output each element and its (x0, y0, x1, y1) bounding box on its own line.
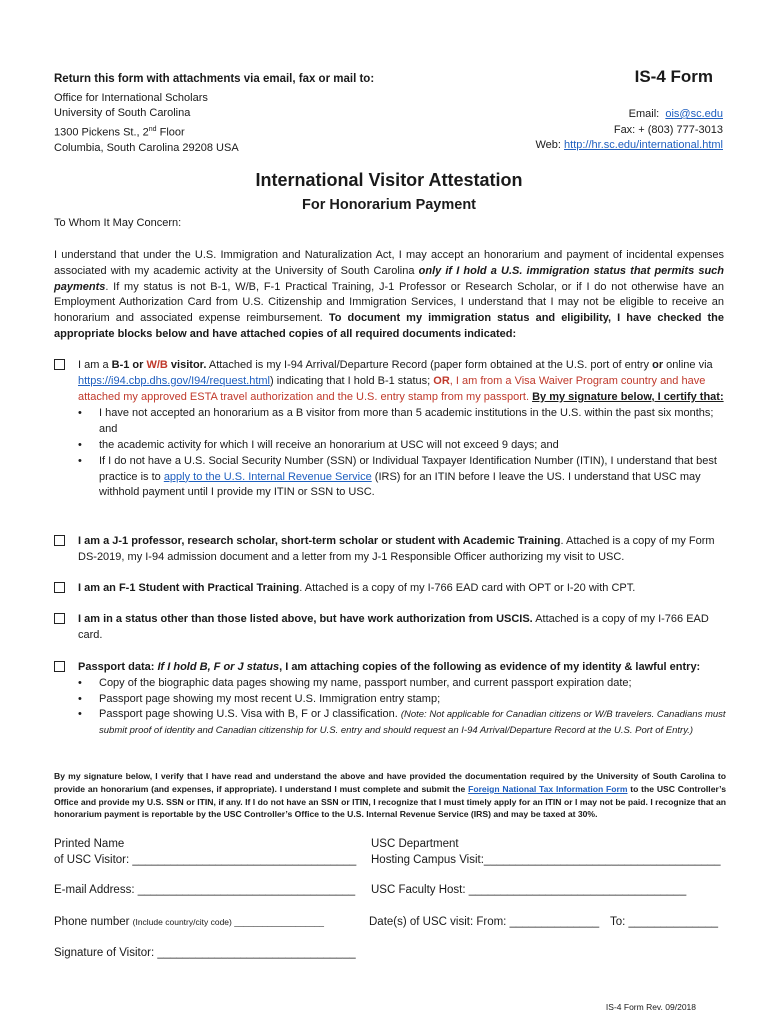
signature-field[interactable]: Signature of Visitor: _______________________________ (54, 947, 356, 959)
option-f1: I am an F-1 Student with Practical Training. Attached is a copy of my I-766 EAD card with OPT or I-20 with CPT. (54, 581, 726, 597)
visit-dates-from-field[interactable]: Date(s) of USC visit: From: ______________ (369, 916, 600, 928)
printed-name-field[interactable]: Printed Name of USC Visitor: ___________________________________ (54, 838, 357, 866)
form-revision: IS-4 Form Rev. 09/2018 (605, 1002, 696, 1012)
return-instructions: Return this form with attachments via email, fax or mail to: (54, 73, 375, 85)
address-line-2: University of South Carolina (54, 107, 191, 120)
address-line-3: 1300 Pickens St., 2nd Floor (54, 125, 185, 139)
tax-form-link[interactable]: Foreign National Tax Information Form (468, 783, 628, 794)
passport-bullet-1: • Copy of the biographic data pages showing my name, passport number, and current passport expiration date; (99, 676, 726, 692)
canadian-note: (Note: Not applicable for Canadian citizens or W/B travelers. Canadians must submit proof of identity and Canadian citizenship for U.S. entry and should request an I-94 Arrival/Departure Record at the U.S. Port of Entry.) (99, 709, 726, 737)
b1-bullet-2: • the academic activity for which I will receive an honorarium at USC will not exceed 9 days; and (99, 438, 726, 454)
option-j1: I am a J-1 professor, research scholar, short-term scholar or student with Academic Training. Attached is a copy of my Form DS-2019, my I-94 admission document and a letter from my J-1 Responsible Officer authorizing my visit to USC. (54, 534, 726, 566)
usc-department-field[interactable]: USC Department Hosting Campus Visit:_____________________________________ (371, 838, 721, 866)
i94-link[interactable]: https://i94.cbp.dhs.gov/I94/request.html (78, 374, 271, 387)
address-line-4: Columbia, South Carolina 29208 USA (54, 142, 239, 155)
checkbox-j1[interactable] (54, 535, 65, 546)
intro-paragraph: I understand that under the U.S. Immigration and Naturalization Act, I may accept an honorarium and payment of incidental expenses associated with my academic activity at the University of South Carolina only if I hold a U.S. immigration status that permits such payments. If my status is not B-1, W/B, F-1 Practical Training, J-1 Professor or Research Scholar, or if I do not otherwise have an Employment Authorization Card from U.S. Citizenship and Immigration Services, I understand that I may not be eligible to receive an honorarium and associated expense reimbursement. To document my immigration status and eligibility, I have checked the appropriate blocks below and have attached copies of all required documents indicated: (54, 249, 724, 340)
salutation: To Whom It May Concern: (54, 217, 182, 229)
web-link[interactable]: http://hr.sc.edu/international.html (564, 139, 723, 152)
option-b1-visitor: I am a B-1 or W/B visitor. Attached is my I-94 Arrival/Departure Record (paper form obtained at the U.S. port of entry or online via https://i94.cbp.dhs.gov/I94/request.html) indicating that I hold B-1 status; OR, I am from a Visa Waiver Program country and have attached my approved ESTA travel authorization and the U.S. entry stamp from my passport. By my signature below, I certify that: • I have not accepted an honorarium as a B visitor from more than 5 academic institutions in the U.S. within the past six months; and • the academic activity for which I will receive an honorarium at USC will not exceed 9 days; and • If I do not have a U.S. Social Security Number (SSN) or Individual Taxpayer Identification Number (ITIN), I understand that best practice is to apply to the U.S. Internal Revenue Service (IRS) for an ITIN before I leave the US. I understand that USC may withhold payment until I provide my ITIN or SSN to USC. (54, 358, 726, 501)
b1-bullet-3: • If I do not have a U.S. Social Security Number (SSN) or Individual Taxpayer Identification Number (ITIN), I understand that best practice is to apply to the U.S. Internal Revenue Service (IRS) for an ITIN before I leave the US. I understand that USC may withhold payment until I provide my ITIN or SSN to USC. (99, 454, 726, 501)
b1-bullet-1: • I have not accepted an honorarium as a B visitor from more than 5 academic institutions in the U.S. within the past six months; and (99, 406, 726, 438)
fax-line: Fax: + (803) 777-3013 (613, 123, 723, 136)
address-line-1: Office for International Scholars (54, 91, 208, 104)
phone-number-field[interactable]: Phone number (Include country/city code) ___________________ (54, 916, 325, 928)
checkbox-passport[interactable] (54, 661, 65, 672)
faculty-host-field[interactable]: USC Faculty Host: __________________________________ (371, 884, 687, 896)
contact-block (535, 107, 723, 154)
checkbox-other[interactable] (54, 613, 65, 624)
mailing-address-block (54, 72, 474, 157)
visit-dates-to-field[interactable]: To: ______________ (610, 916, 719, 928)
email-address-field[interactable]: E-mail Address: __________________________________ (54, 884, 356, 896)
checkbox-f1[interactable] (54, 582, 65, 593)
option-other-status: I am in a status other than those listed above, but have work authorization from USCIS. Attached is a copy of my I-766 EAD card. (54, 612, 726, 644)
email-line: Email: ois@sc.edu (628, 108, 723, 120)
irs-link[interactable]: apply to the U.S. Internal Revenue Service (163, 470, 372, 483)
page-subtitle: For Honorarium Payment (301, 197, 477, 213)
page-title: International Visitor Attestation (255, 170, 523, 190)
passport-bullet-3: • Passport page showing U.S. Visa with B, F or J classification. (Note: Not applicable for Canadian citizens or W/B travelers. Canadians must submit proof of identity and Canadian citizenship for U.S. entry and should request an I-94 Arrival/Departure Record at the U.S. Port of Entry.) (99, 707, 726, 739)
web-line: Web: http://hr.sc.edu/international.html (535, 139, 723, 152)
passport-bullet-2: • Passport page showing my most recent U.S. Immigration entry stamp; (99, 692, 726, 708)
option-passport-data: Passport data: If I hold B, F or J status, I am attaching copies of the following as evidence of my identity & lawful entry: • Copy of the biographic data pages showing my name, passport number, and current passport expiration date; • Passport page showing my most recent U.S. Immigration entry stamp; • Passport page showing U.S. Visa with B, F or J classification. (Note: Not applicable for Canadian citizens or W/B travelers. Canadians must submit proof of identity and Canadian citizenship for U.S. entry and should request an I-94 Arrival/Departure Record at the U.S. Port of Entry.) (54, 660, 726, 739)
email-link[interactable]: ois@sc.edu (665, 108, 723, 120)
checkbox-b1[interactable] (54, 359, 65, 370)
form-id: IS-4 Form (634, 67, 713, 86)
certification-statement: By my signature below, I verify that I have read and understand the above and have provided the documentation required by the University of South Carolina to provide an honorarium (and expenses, if appropriate). I understand I must complete and submit the Foreign National Tax Information Form to the USC Controller’s Office and provide my U.S. SSN or ITIN, if any. If I do not have an SSN or ITIN, I recognize that I must timely apply for an ITIN or I may not be paid. I recognize that an honorarium payment is reportable by the USC Controller’s Office to the U.S. Internal Revenue Service (IRS) and may be taxed at 30%. (54, 771, 726, 820)
